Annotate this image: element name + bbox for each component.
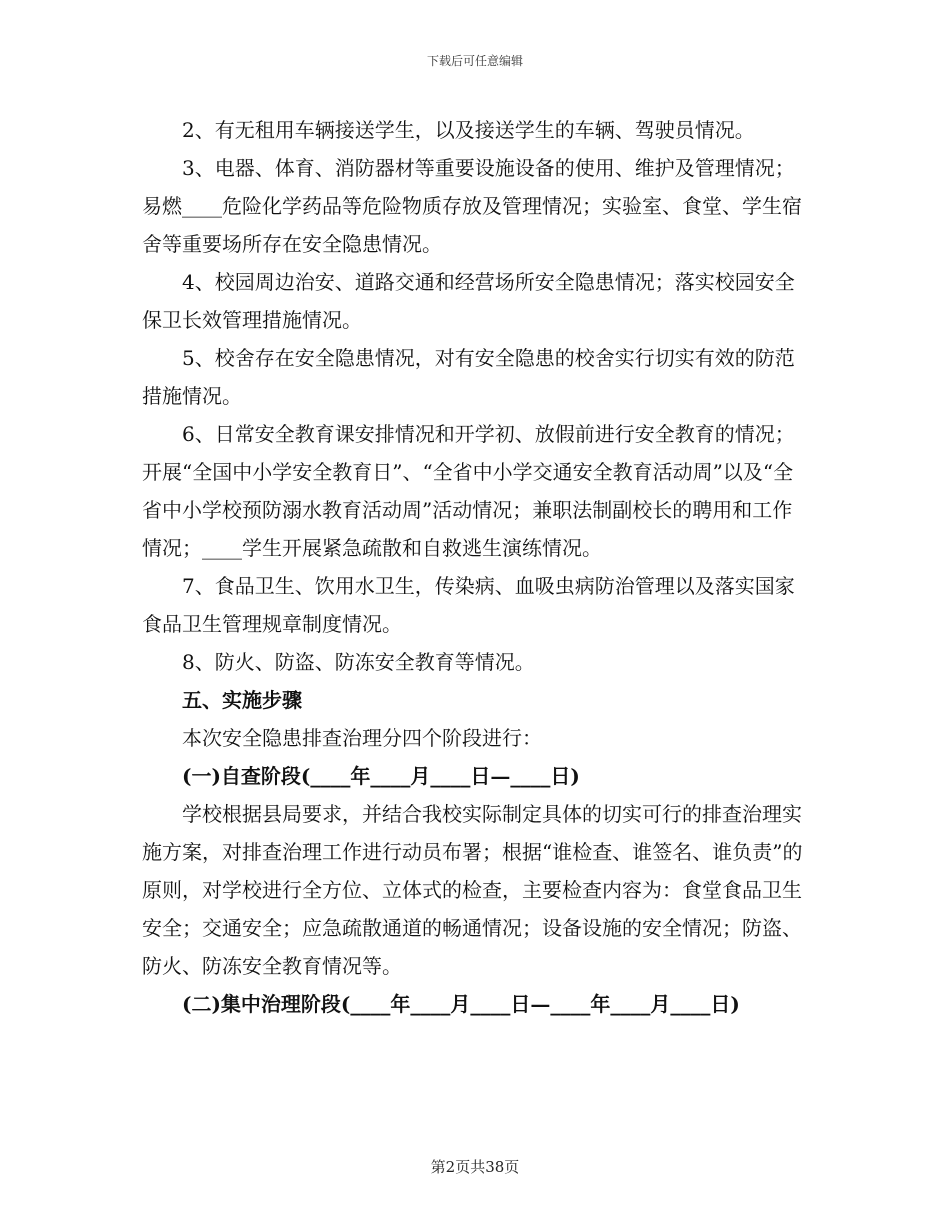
paragraph-self-check-content: 学校根据县局要求，并结合我校实际制定具体的切实可行的排查治理实施方案，对排查治理工作进行动员布署；根据“谁检查、谁签名、谁负责”的原则，对学校进行全方位、立体式的检查，主要检查内容为：食堂食品卫生安全；交通安全；应急疏散通道的畅通情况；设备设施的安全情况；防盗、防火、防冻安全教育情况等。 [142, 802, 803, 978]
paragraph-item-5: 5、校舍存在安全隐患情况，对有安全隐患的校舍实行切实有效的防范措施情况。 [142, 346, 795, 408]
page-number: 第2页共38页 [430, 1158, 520, 1176]
paragraph-item-4: 4、校园周边治安、道路交通和经营场所安全隐患情况；落实校园安全保卫长效管理措施情况。 [142, 270, 795, 332]
paragraph-item-2: 2、有无租用车辆接送学生，以及接送学生的车辆、驾驶员情况。 [182, 118, 755, 142]
paragraph-item-8: 8、防火、防盗、防冻安全教育等情况。 [182, 650, 535, 674]
paragraph-item-6: 6、日常安全教育课安排情况和开学初、放假前进行安全教育的情况；开展“全国中小学安全教育日”、“全省中小学交通安全教育活动周”以及“全省中小学校预防溺水教育活动周”活动情况；兼职法制副校长的聘用和工作情况；____学生开展紧急疏散和自救逃生演练情况。 [142, 422, 795, 560]
page-header: 下载后可任意编辑 [426, 54, 523, 68]
paragraph-intro-stages: 本次安全隐患排查治理分四个阶段进行： [182, 726, 542, 750]
paragraph-item-3: 3、电器、体育、消防器材等重要设施设备的使用、维护及管理情况；易燃____危险化学药品等危险物质存放及管理情况；实验室、食堂、学生宿舍等重要场所存在安全隐患情况。 [142, 156, 802, 256]
document-body [142, 111, 810, 1023]
stage-heading-centralized-governance: (二)集中治理阶段(____年____月____日—____年____月____日) [182, 992, 740, 1016]
section-heading-implementation-steps: 五、实施步骤 [182, 688, 302, 712]
paragraph-item-7: 7、食品卫生、饮用水卫生，传染病、血吸虫病防治管理以及落实国家食品卫生管理规章制度情况。 [142, 574, 795, 636]
stage-heading-self-check: (一)自查阶段(____年____月____日—____日) [182, 764, 580, 788]
